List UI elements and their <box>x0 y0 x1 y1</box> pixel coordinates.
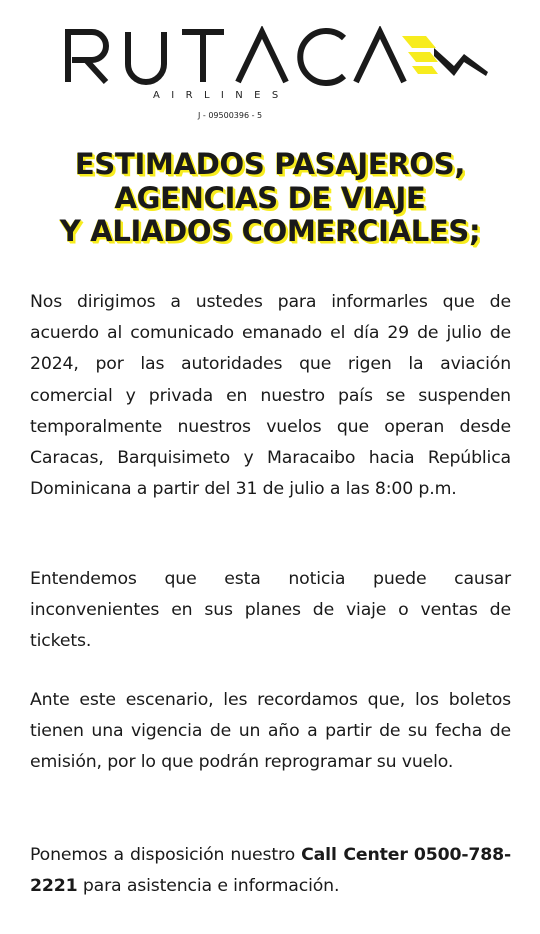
contact-outro-text: para asistencia e información. <box>82 876 340 897</box>
company-rif: J - 09500396 - 5 <box>198 111 263 120</box>
contact-intro-text: Ponemos a disposición nuestro <box>30 845 296 865</box>
headline-line-2: AGENCIAS DE VIAJE <box>114 180 426 215</box>
brand-tagline: AIRLINES <box>153 90 290 101</box>
rutaca-logo-icon <box>62 26 492 86</box>
notice-paragraph-inconvenience: Entendemos que esta noticia puede causar inconvenientes en sus planes de viaje o ventas de tickets. <box>30 569 511 652</box>
notice-paragraph-ticket-validity: Ante este escenario, les recordamos que, los boletos tienen una vigencia de un año a partir de su fecha de emisión, por lo que podrán reprogramar su vuelo. <box>30 690 511 773</box>
notice-headline <box>0 148 540 249</box>
notice-paragraph-contact <box>30 840 511 902</box>
brand-header <box>0 0 540 130</box>
call-center-label: Call Center <box>301 845 408 865</box>
call-center-phone: 0500-788-2221 <box>30 845 511 897</box>
headline-line-3: Y ALIADOS COMERCIALES; <box>59 214 481 248</box>
notice-paragraph-suspension: Nos dirigimos a ustedes para informarles que de acuerdo al comunicado emanado el día 29 de julio de 2024, por las autoridades que rigen la aviación comercial y privada en nuestro país se suspenden temporalmente nuestros vuelos que operan desde Caracas, Barquisimeto y Maracaibo hacia República Dominicana a partir del 31 de julio a las 8:00 p.m. <box>30 292 511 500</box>
headline-line-1: ESTIMADOS PASAJEROS, <box>74 147 466 181</box>
